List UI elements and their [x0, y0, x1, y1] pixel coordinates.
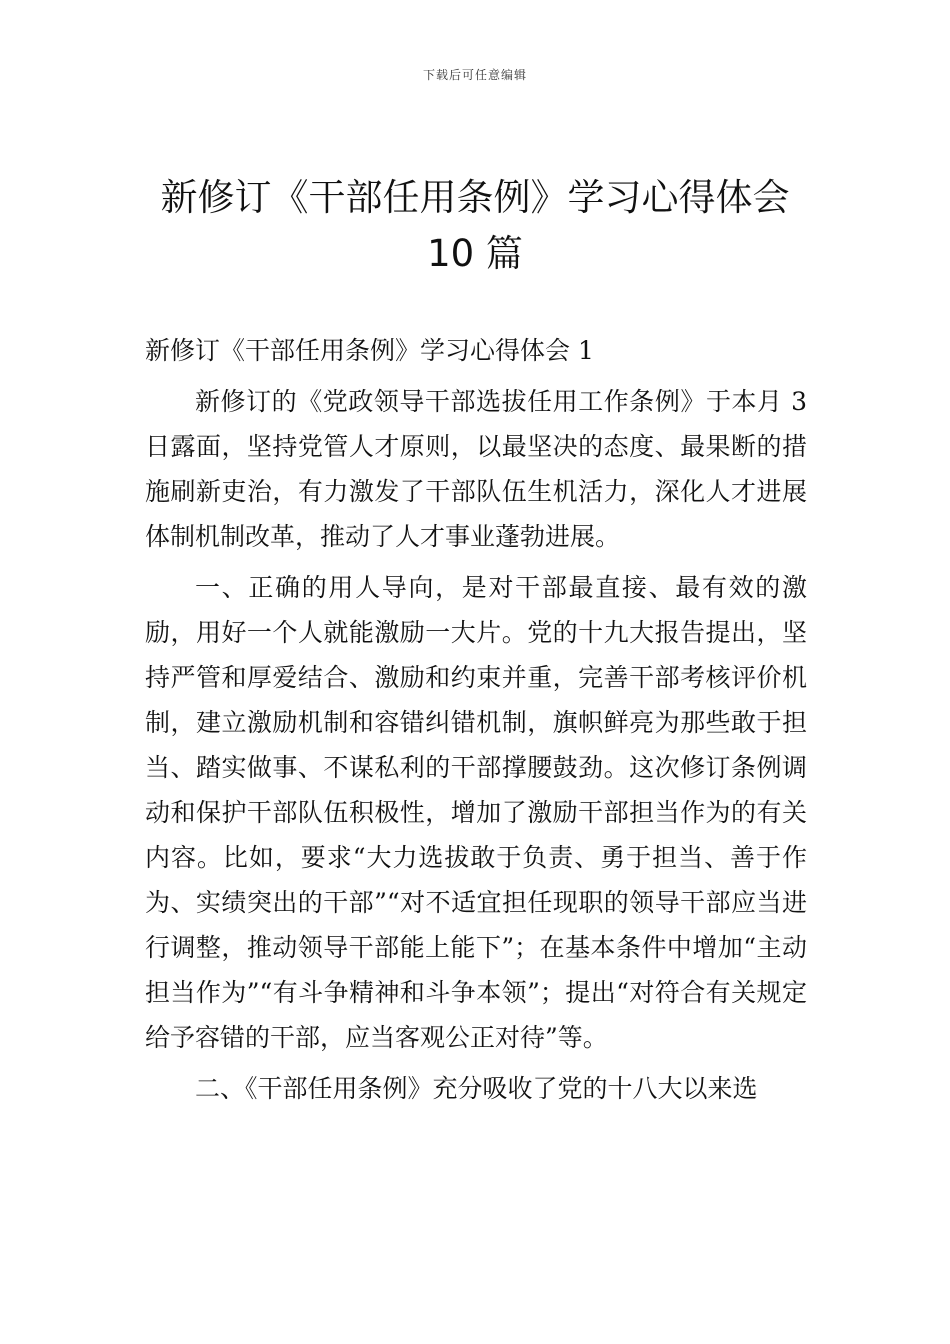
paragraph-point-one: 一、正确的用人导向，是对干部最直接、最有效的激励，用好一个人就能激励一大片。党的十九大报告提出，坚持严管和厚爱结合、激励和约束并重，完善干部考核评价机制，建立激励机制和容错纠错机制，旗帜鲜亮为那些敢于担当、踏实做事、不谋私利的干部撑腰鼓劲。这次修订条例调动和保护干部队伍积极性，增加了激励干部担当作为的有关内容。比如，要求“大力选拔敢于负责、勇于担当、善于作为、实绩突出的干部”“对不适宜担任现职的领导干部应当进行调整，推动领导干部能上能下”；在基本条件中增加“主动担当作为”“有斗争精神和斗争本领”；提出“对符合有关规定给予容错的干部，应当客观公正对待”等。: [145, 573, 807, 1052]
paragraph-intro: 新修订的《党政领导干部选拔任用工作条例》于本月 3 日露面，坚持党管人才原则，以最坚决的态度、最果断的措施刷新吏治，有力激发了干部队伍生机活力，深化人才进展体制机制改革，推动了人才事业蓬勃进展。: [145, 387, 807, 551]
document-title: [100, 170, 850, 282]
paragraph-point-two: 二、《干部任用条例》充分吸收了党的十八大以来选: [195, 1074, 758, 1103]
header-note: 下载后可任意编辑: [422, 68, 527, 82]
document-title-line-1: 新修订《干部任用条例》学习心得体会: [160, 176, 790, 219]
section-heading: 新修订《干部任用条例》学习心得体会 1: [145, 336, 594, 365]
document-body: [145, 328, 807, 1117]
document-title-line-2: 10 篇: [427, 232, 523, 275]
